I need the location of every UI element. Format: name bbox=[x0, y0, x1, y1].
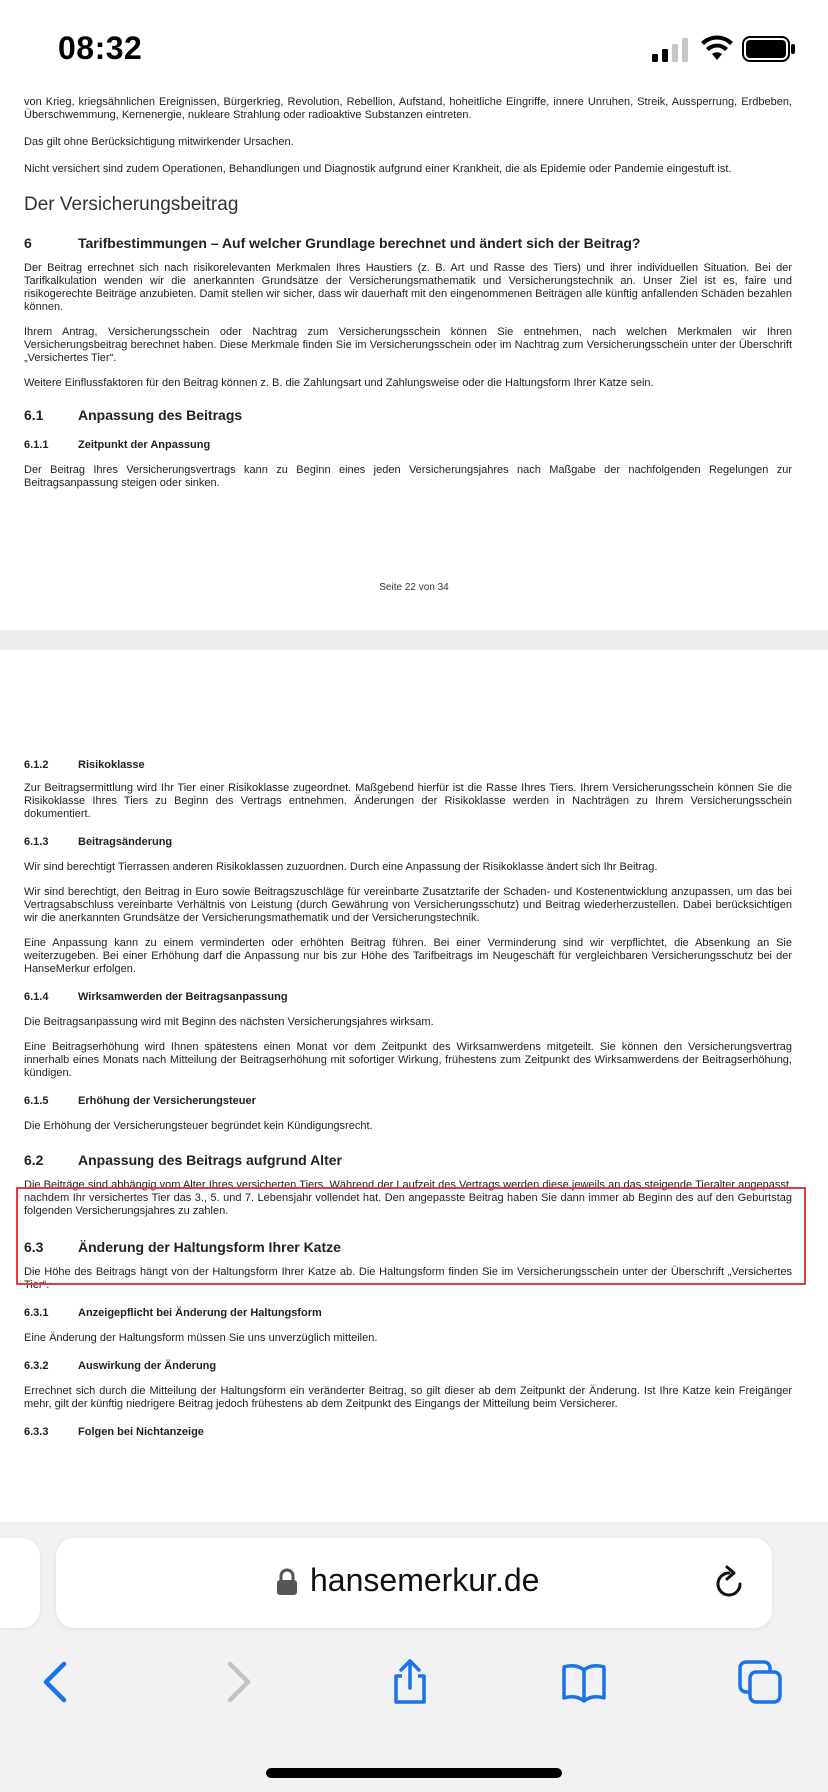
paragraph: Weitere Einflussfaktoren für den Beitrag können z. B. die Zahlungsart und Zahlungsweise oder die Haltungsform Ihrer Katze sein. bbox=[24, 377, 654, 389]
heading-6-1 bbox=[24, 406, 792, 424]
heading-title: Wirksamwerden der Beitragsanpassung bbox=[78, 991, 288, 1003]
browser-toolbar bbox=[0, 1522, 828, 1792]
heading-title: Anzeigepflicht bei Änderung der Haltungsform bbox=[78, 1307, 322, 1319]
paragraph: Der Beitrag errechnet sich nach risikorelevanten Merkmalen Ihres Haustiers (z. B. Art und Rasse des Tiers) und ihrer individuellen Situation. Bei der Tarifkalkulation wenden wir die anerkannten Grundsätze der Versicherungsmathematik und Versicherungstechnik an. Unser Ziel ist es, faire und risikogerechte Beiträge anzubieten. Damit stellen wir sicher, dass wir dauerhaft mit den eingenommenen Beiträgen alle künftig anfallenden Schäden bezahlen können. bbox=[24, 262, 793, 313]
paragraph: Eine Änderung der Haltungsform müssen Sie uns unverzüglich mitteilen. bbox=[24, 1332, 378, 1344]
document-text bbox=[24, 758, 792, 1439]
heading-number: 6.2 bbox=[24, 1152, 44, 1168]
url-text[interactable]: hansemerkur.de bbox=[310, 1562, 540, 1598]
paragraph: Nicht versichert sind zudem Operationen, Behandlungen und Diagnostik aufgrund einer Krankheit, die als Epidemie oder Pandemie eingestuft ist. bbox=[24, 163, 732, 175]
share-icon[interactable] bbox=[386, 1658, 434, 1706]
paragraph: Errechnet sich durch die Mitteilung der Haltungsform ein veränderter Beitrag, so gilt dieser ab dem Zeitpunkt der Änderung. Ist Ihre Katze kein Freigänger mehr, gilt der künftig niedrigere Beitrag jedoch frühestens ab dem Zeitpunkt des Eingangs der Mitteilung beim Versicherer. bbox=[24, 1385, 792, 1410]
tabs-icon[interactable] bbox=[736, 1658, 784, 1706]
reload-icon[interactable] bbox=[710, 1564, 748, 1602]
heading-title: Tarifbestimmungen – Auf welcher Grundlage berechnet und ändert sich der Beitrag? bbox=[78, 235, 641, 251]
document-text bbox=[24, 96, 792, 490]
heading-number: 6.3.1 bbox=[24, 1307, 49, 1319]
paragraph: Der Beitrag Ihres Versicherungsvertrags kann zu Beginn eines jeden Versicherungsjahres nach Maßgabe der nachfolgenden Regelungen zur Beitragsanpassung steigen oder sinken. bbox=[24, 464, 792, 489]
heading-number: 6.1 bbox=[24, 407, 44, 423]
heading-title: Auswirkung der Änderung bbox=[78, 1360, 217, 1372]
paragraph: Eine Beitragserhöhung wird Ihnen spätestens einen Monat vor dem Zeitpunkt des Wirksamwerdens mitgeteilt. Sie können den Versicherungsvertrag innerhalb eines Monats nach Mitteilung der Beitragserhöhung mit sofortiger Wirkung, frühestens zum Zeitpunkt des Wirksamwerdens der Beitragserhöhung, kündigen. bbox=[24, 1041, 792, 1079]
status-time: 08:32 bbox=[58, 30, 143, 66]
paragraph: Das gilt ohne Berücksichtigung mitwirkender Ursachen. bbox=[24, 136, 294, 148]
heading-title: Anpassung des Beitrags bbox=[78, 407, 243, 423]
previous-tab-preview[interactable] bbox=[0, 1538, 40, 1628]
heading-6-1-2 bbox=[24, 758, 792, 772]
bookmarks-icon[interactable] bbox=[560, 1658, 608, 1706]
heading-6-1-3 bbox=[24, 835, 792, 849]
status-bar bbox=[0, 0, 828, 96]
heading-number: 6.3.3 bbox=[24, 1426, 49, 1438]
heading-title: Erhöhung der Versicherungsteuer bbox=[78, 1095, 256, 1107]
address-bar[interactable] bbox=[56, 1538, 772, 1628]
cellular-signal-icon bbox=[652, 38, 690, 62]
home-indicator bbox=[266, 1768, 562, 1778]
back-icon[interactable] bbox=[34, 1658, 82, 1706]
paragraph: Die Beitragsanpassung wird mit Beginn des nächsten Versicherungsjahres wirksam. bbox=[24, 1016, 434, 1028]
paragraph: Wir sind berechtigt Tierrassen anderen Risikoklassen zuzuordnen. Durch eine Anpassung der Risikoklasse ändert sich Ihr Beitrag. bbox=[24, 861, 658, 873]
heading-number: 6 bbox=[24, 235, 32, 251]
heading-number: 6.1.1 bbox=[24, 439, 49, 451]
heading-number: 6.3 bbox=[24, 1239, 44, 1255]
heading-number: 6.1.5 bbox=[24, 1095, 49, 1107]
section-heading: Der Versicherungsbeitrag bbox=[24, 194, 239, 215]
highlight-box bbox=[16, 1187, 806, 1285]
heading-6 bbox=[24, 234, 792, 252]
paragraph: Zur Beitragsermittlung wird Ihr Tier einer Risikoklasse zugeordnet. Maßgebend hierfür ist die Rasse Ihres Tiers. Ihrem Versicherungsschein können Sie die Risikoklasse Ihres Tiers zu Beginn des Vertrags entnehmen. Änderungen der Risikoklasse werden in Nachträgen zu Ihrem Versicherungsschein dokumentiert. bbox=[24, 782, 792, 820]
lock-icon bbox=[276, 1568, 298, 1596]
heading-6-2 bbox=[24, 1151, 792, 1169]
heading-number: 6.1.2 bbox=[24, 759, 49, 771]
heading-title: Änderung der Haltungsform Ihrer Katze bbox=[78, 1239, 341, 1255]
paragraph: Die Beiträge sind abhängig vom Alter Ihres versicherten Tiers. Während der Laufzeit des Vertrags werden diese jeweils an das steigende Tieralter angepasst, nachdem Ihr versichertes Tier das 3., 5. und 7. Lebensjahr vollendet hat. Den angepasste Beitrag haben Sie dann immer ab Beginn des auf den Geburtstag folgenden Versicherungsjahres zu zahlen. bbox=[24, 1179, 792, 1217]
wifi-icon bbox=[700, 34, 734, 62]
heading-title: Beitragsänderung bbox=[78, 836, 173, 848]
paragraph: Die Erhöhung der Versicherungsteuer begründet kein Kündigungsrecht. bbox=[24, 1120, 373, 1132]
paragraph: Eine Anpassung kann zu einem verminderten oder erhöhten Beitrag führen. Bei einer Verminderung sind wir verpflichtet, die Absenkung an Sie weiterzugeben. Bei einer Erhöhung darf die Anpassung nur bis zur Höhe des Tarifbeitrags im Neugeschäft für vergleichbaren Versicherungsschutz bei der HanseMerkur erfolgen. bbox=[24, 937, 792, 975]
paragraph: Wir sind berechtigt, den Beitrag in Euro sowie Beitragszuschläge für vereinbarte Zusatztarife der Schaden- und Kostenentwicklung anzupassen, um das bei Vertragsabschluss vereinbarte Verhältnis von Leistung (durch Gewährung von Versicherungsschutz) und Beitrag wiederherzustellen. Dabei berücksichtigen wir die anerkannten Grundsätze der Versicherungsmathematik und der Versicherungstechnik. bbox=[24, 886, 792, 924]
heading-title: Zeitpunkt der Anpassung bbox=[78, 439, 211, 451]
heading-6-3-3 bbox=[24, 1425, 792, 1439]
heading-title: Anpassung des Beitrags aufgrund Alter bbox=[78, 1152, 342, 1168]
heading-6-1-5 bbox=[24, 1094, 792, 1108]
paragraph: Die Höhe des Beitrags hängt von der Haltungsform Ihrer Katze ab. Die Haltungsform finden Sie im Versicherungsschein unter der Überschrift „Versichertes Tier“. bbox=[24, 1266, 792, 1291]
pdf-page-23[interactable] bbox=[0, 650, 828, 1522]
heading-number: 6.1.3 bbox=[24, 836, 49, 848]
heading-6-1-4 bbox=[24, 990, 792, 1004]
paragraph: von Krieg, kriegsähnlichen Ereignissen, Bürgerkrieg, Revolution, Rebellion, Aufstand, hoheitliche Eingriffe, innere Unruhen, Streik, Aussperrung, Erdbeben, Überschwemmung, Kernenergie, nukleare Strahlung oder radioaktive Substanzen eintreten. bbox=[24, 96, 792, 121]
forward-icon[interactable] bbox=[212, 1658, 260, 1706]
pdf-page-22[interactable] bbox=[0, 96, 828, 630]
battery-icon bbox=[742, 36, 796, 62]
heading-6-3-1 bbox=[24, 1306, 792, 1320]
paragraph: Ihrem Antrag, Versicherungsschein oder Nachtrag zum Versicherungsschein können Sie entnehmen, nach welchen Merkmalen wir Ihren Versicherungsbeitrag berechnet haben. Diese Merkmale finden Sie im Versicherungsschein oder im Nachtrag zum Versicherungsschein unter der Überschrift „Versichertes Tier“. bbox=[24, 326, 792, 364]
heading-6-1-1 bbox=[24, 438, 792, 452]
heading-number: 6.3.2 bbox=[24, 1360, 49, 1372]
page-footer: Seite 22 von 34 bbox=[379, 582, 449, 593]
heading-number: 6.1.4 bbox=[24, 991, 49, 1003]
heading-title: Risikoklasse bbox=[78, 759, 145, 771]
heading-title: Folgen bei Nichtanzeige bbox=[78, 1426, 204, 1438]
heading-6-3-2 bbox=[24, 1359, 792, 1373]
